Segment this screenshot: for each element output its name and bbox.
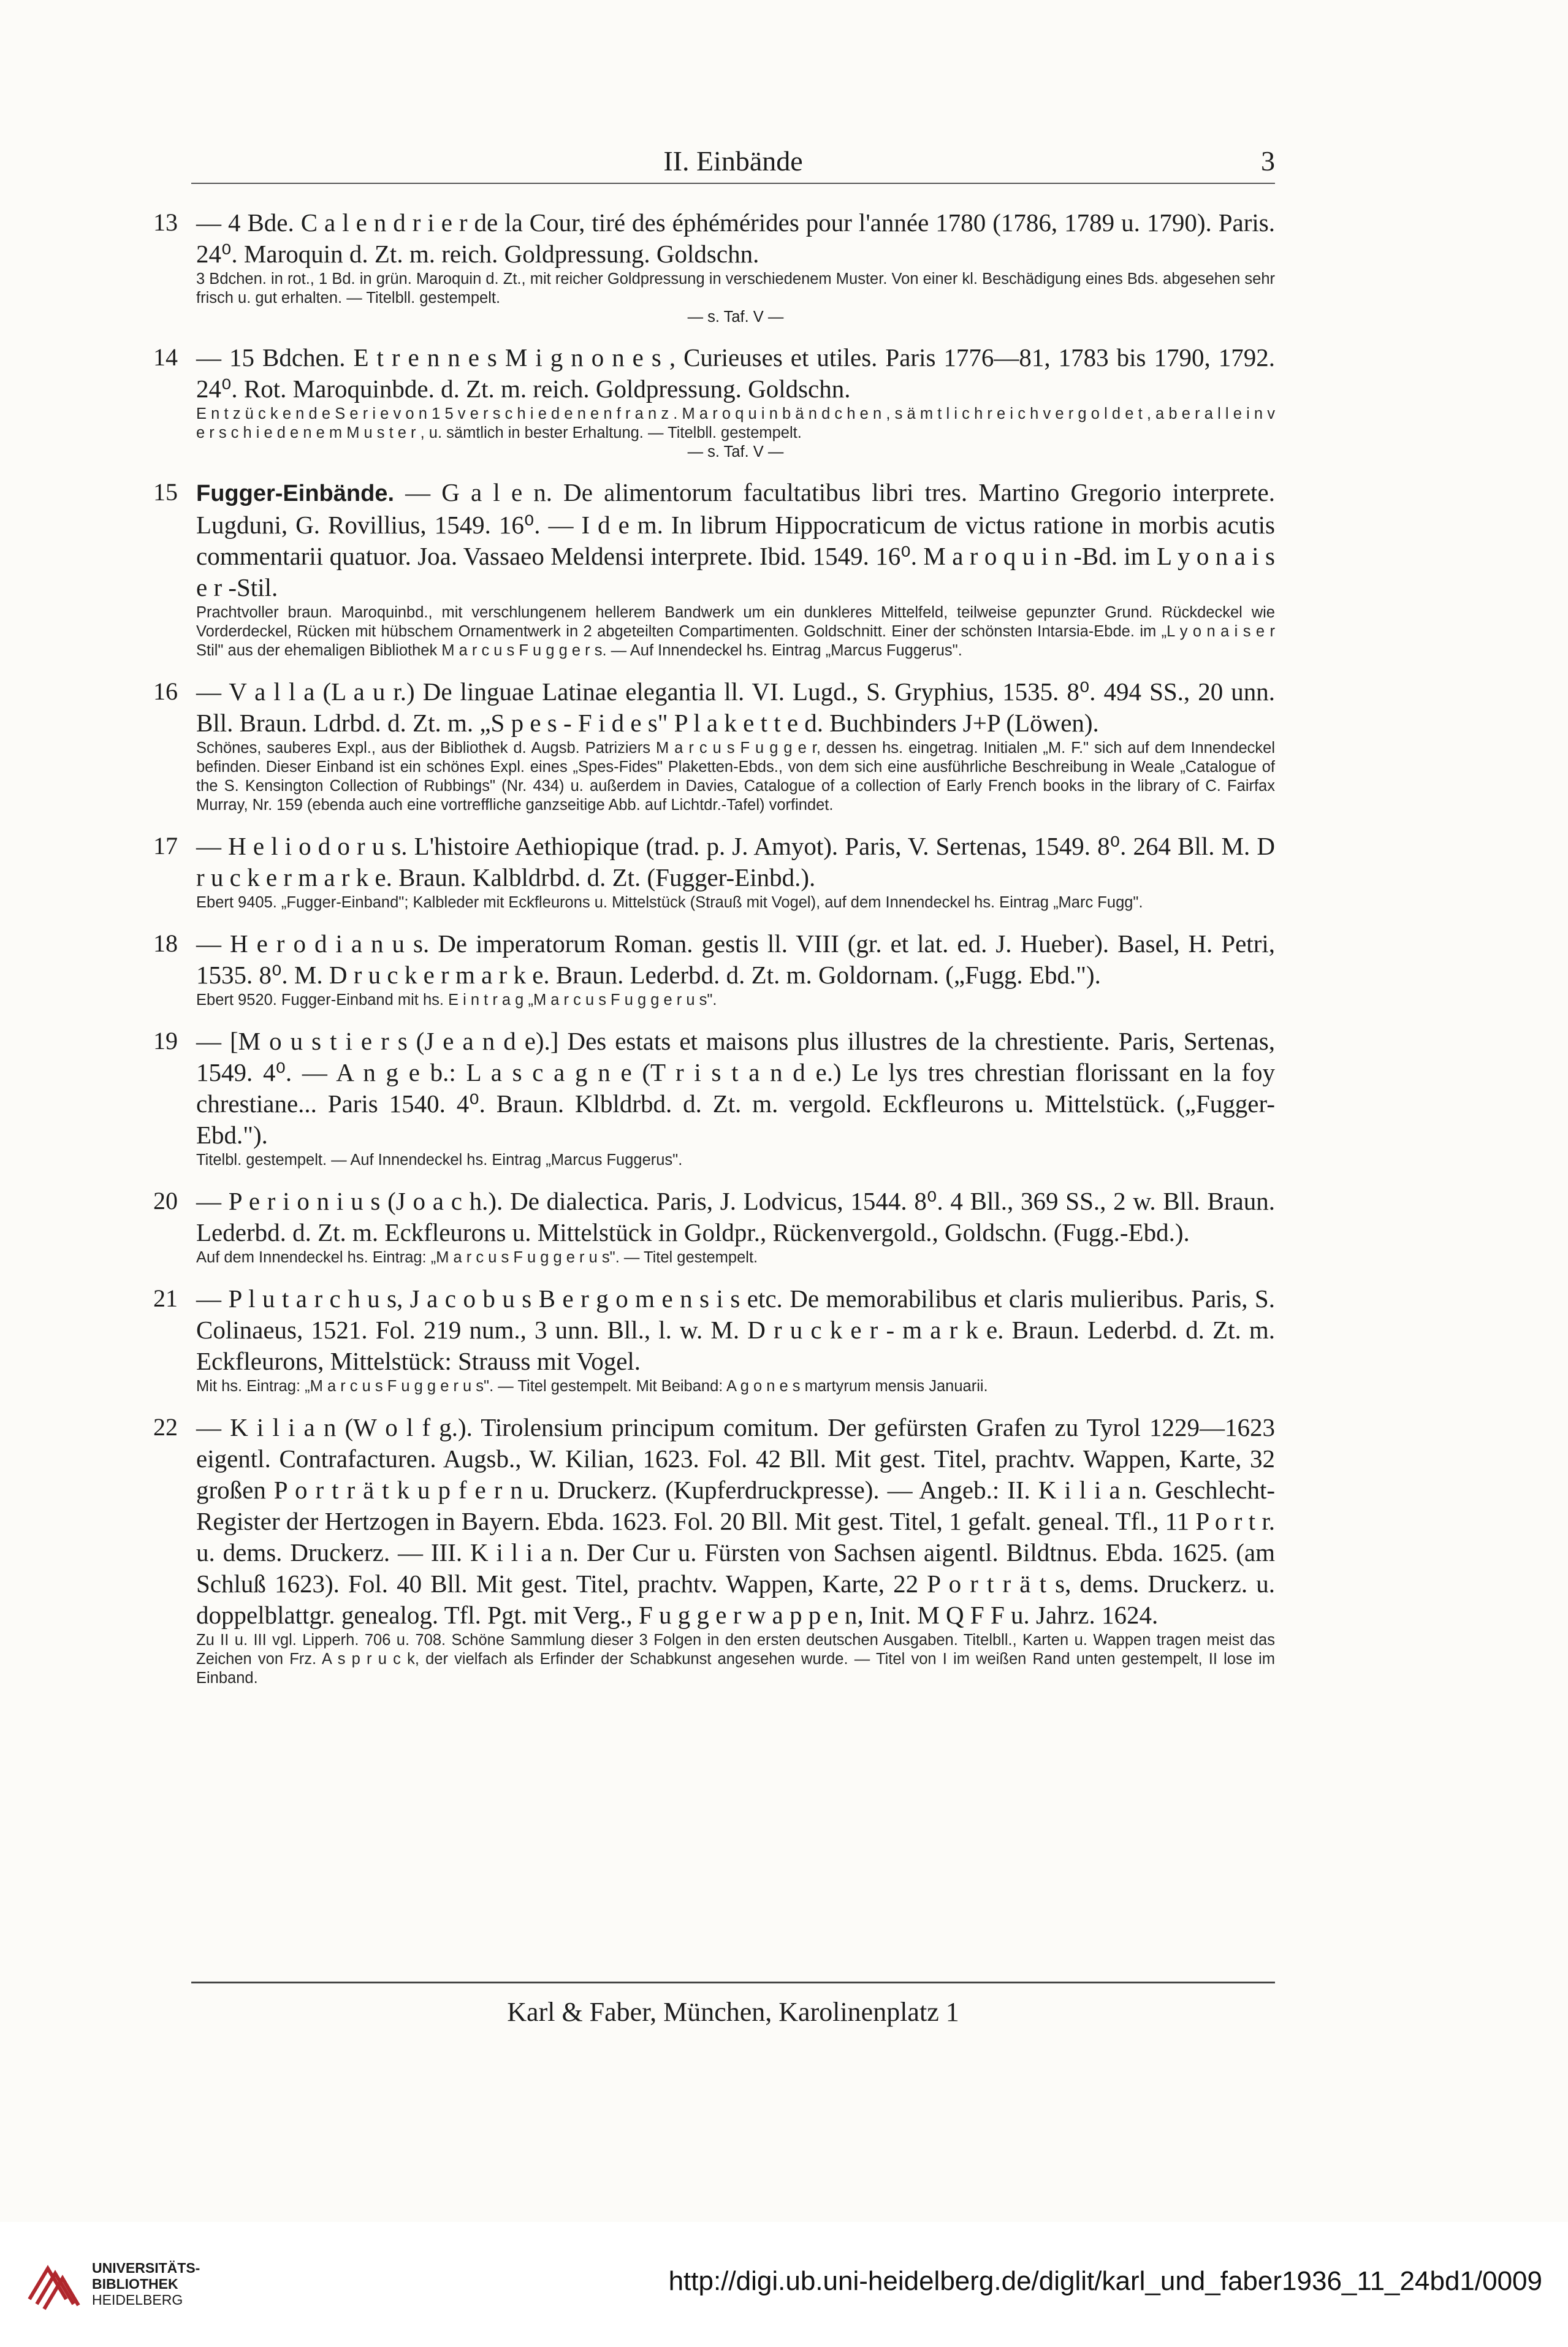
publisher-footer: Karl & Faber, München, Karolinenplatz 1	[507, 1997, 959, 2027]
entry-number: 13	[153, 208, 178, 236]
entry-text: — V a l l a (L a u r.) De linguae Latinae elegantia ll. VI. Lugd., S. Gryphius, 1535. 8⁰. 494 SS., 20 unn. Bll. Braun. Ldrbd. d. Zt. m. „S p e s - F i d e s" P l a k e t t e d. Buchbinders J+P (Löwen).	[196, 677, 1275, 737]
entry-number: 17	[153, 832, 178, 860]
section-title: II. Einbände	[663, 145, 803, 177]
plate-reference: — s. Taf. V —	[687, 308, 784, 326]
library-line-1: UNIVERSITÄTS-	[92, 2260, 200, 2276]
catalog-entry	[153, 831, 1275, 912]
entry-note: Ebert 9520. Fugger-Einband mit hs. E i n t r a g „M a r c u s F u g g e r u s".	[196, 991, 717, 1009]
library-name	[92, 2260, 200, 2308]
entry-note: Prachtvoller braun. Maroquinbd., mit verschlungenem hellerem Bandwerk um ein dunkleres Mittelfeld, teilweise gepunzter Grund. Rückdeckel wie Vorderdeckel, Rücken mit hübschem Ornamentwerk in 2 abgeteilten Compartimenten. Goldschnitt. Einer der schönsten Intarsia-Ebde. im „L y o n a i s e r Stil" aus der ehemaligen Bibliothek M a r c u s F u g g e r s. — Auf Innendeckel hs. Eintrag „Marcus Fuggerus".	[196, 604, 1275, 659]
entry-text: — 4 Bde. C a l e n d r i e r de la Cour, tiré des éphémérides pour l'année 1780 (1786, 1789 u. 1790). Paris. 24⁰. Maroquin d. Zt. m. reich. Goldpressung. Goldschn.	[196, 208, 1275, 268]
entry-number: 19	[153, 1027, 178, 1055]
entry-text: — [M o u s t i e r s (J e a n d e).] Des estats et maisons plus illustres de la chrestiente. Paris, Sertenas, 1549. 4⁰. — A n g e b.: L a s c a g n e (T r i s t a n d e.) Le lys tres chrestian florissant en la foy chrestiane... Paris 1540. 4⁰. Braun. Klbldrbd. d. Zt. m. vergold. Eckfleurons u. Mittelstück. („Fugger-Ebd.").	[196, 1027, 1275, 1149]
entry-text: — 15 Bdchen. E t r e n n e s M i g n o n e s , Curieuses et utiles. Paris 1776—81, 1783 bis 1790, 1792. 24⁰. Rot. Maroquinbde. d. Zt. m. reich. Goldpressung. Goldschn.	[196, 343, 1275, 403]
entry-note: Schönes, sauberes Expl., aus der Bibliothek d. Augsb. Patriziers M a r c u s F u g g e r, dessen hs. eingetrag. Initialen „M. F." sich auf dem Innendeckel befinden. Dieser Einband ist ein schönes Expl. eines „Spes-Fides" Plaketten-Ebds., von dem sich eine ausführliche Beschreibung in Weale „Catalogue of the S. Kensington Collection of Rubbings" (Nr. 434) u. außerdem in Davies, Catalogue of a collection of Early French books in the library of C. Fairfax Murray, Nr. 159 (ebenda auch eine vortreffliche ganzseitige Abb. auf Lichtdr.-Tafel) vorfindet.	[196, 739, 1275, 814]
entry-number: 20	[153, 1187, 178, 1215]
entry-text: — P e r i o n i u s (J o a c h.). De dialectica. Paris, J. Lodvicus, 1544. 8⁰. 4 Bll., 369 SS., 2 w. Bll. Braun. Lederbd. d. Zt. m. Eckfleurons u. Mittelstück in Goldpr., Rückenvergold., Goldschn. (Fugg.-Ebd.).	[196, 1187, 1275, 1246]
entry-text: — H e l i o d o r u s. L'histoire Aethiopique (trad. p. J. Amyot). Paris, V. Sertenas, 1549. 8⁰. 264 Bll. M. D r u c k e r m a r k e. Braun. Kalbldrbd. d. Zt. (Fugger-Einbd.).	[196, 832, 1275, 891]
entry-text: — P l u t a r c h u s, J a c o b u s B e r g o m e n s i s etc. De memorabilibus et claris mulieribus. Paris, S. Colinaeus, 1521. Fol. 219 num., 3 unn. Bll., l. w. M. D r u c k e r - m a r k e. Braun. Lederbd. d. Zt. m. Eckfleurons, Mittelstück: Strauss mit Vogel.	[196, 1284, 1275, 1375]
catalog-entry	[153, 207, 1275, 326]
catalog-entry	[153, 1026, 1275, 1170]
source-url-link[interactable]: http://digi.ub.uni-heidelberg.de/diglit/karl_und_faber1936_11_24bd1/0009	[668, 2266, 1542, 2296]
entry-number: 14	[153, 343, 178, 371]
entry-text: — K i l i a n (W o l f g.). Tirolensium principum comitum. Der gefürsten Grafen zu Tyrol 1229—1623 eigentl. Contrafacturen. Augsb., W. Kilian, 1623. Fol. 42 Bll. Mit gest. Titel, prachtv. Wappen, Karte, 32 großen P o r t r ä t k u p f e r n u. Druckerz. (Kupferdruckpresse). — Angeb.: II. K i l i a n. Geschlecht-Register der Hertzogen in Bayern. Ebda. 1623. Fol. 20 Bll. Mit gest. Titel, 1 gefalt. geneal. Tfl., 11 P o r t r. u. dems. Druckerz. — III. K i l i a n. Der Cur u. Fürsten von Sachsen aigentl. Bildtnus. Ebda. 1625. (am Schluß 1623). Fol. 40 Bll. Mit gest. Titel, prachtv. Wappen, Karte, 22 P o r t r ä t s, dems. Druckerz. u. doppelblattgr. genealog. Tfl. Pgt. mit Verg., F u g g e r w a p p e n, Init. M Q F F u. Jahrz. 1624.	[196, 1413, 1275, 1629]
page-header	[191, 145, 1275, 181]
entry-note: Zu II u. III vgl. Lipperh. 706 u. 708. Schöne Sammlung dieser 3 Folgen in den ersten deutschen Ausgaben. Titelbll., Karten u. Wappen tragen meist das Zeichen von Frz. A s p r u c k, der vielfach als Erfinder der Schabkunst angesehen wurde. — Titel von I im weißen Rand unten gestempelt, II lose im Einband.	[196, 1631, 1275, 1687]
header-rule	[191, 183, 1275, 184]
catalog-entry	[153, 1283, 1275, 1396]
entry-number: 21	[153, 1284, 178, 1312]
entry-note: Titelbl. gestempelt. — Auf Innendeckel hs. Eintrag „Marcus Fuggerus".	[196, 1151, 683, 1169]
entry-lead: Fugger-Einbände.	[196, 481, 394, 506]
catalog-entry	[153, 1186, 1275, 1267]
entry-body: — G a l e n. De alimentorum facultatibus libri tres. Martino Gregorio interprete. Lugduni, G. Rovillius, 1549. 16⁰. — I d e m. In librum Hippocraticum de victus ratione in morbis acutis commentarii quatuor. Joa. Vassaeo Meldensi interprete. Ibid. 1549. 16⁰. M a r o q u i n -Bd. im L y o n a i s e r -Stil.	[196, 478, 1275, 601]
catalog-entry	[153, 477, 1275, 660]
footer-rule	[191, 1982, 1275, 1983]
library-line-2: BIBLIOTHEK	[92, 2276, 178, 2292]
catalog-entry	[153, 1412, 1275, 1688]
plate-reference: — s. Taf. V —	[687, 443, 784, 460]
heidelberg-library-logo-icon	[23, 2256, 82, 2315]
page-number: 3	[1261, 145, 1275, 177]
entry-note: 3 Bdchen. in rot., 1 Bd. in grün. Maroquin d. Zt., mit reicher Goldpressung in verschiedenem Muster. Von einer kl. Beschädigung eines Bds. abgesehen sehr frisch u. gut erhalten. — Titelbll. gestempelt.	[196, 270, 1275, 307]
catalog-entry	[153, 342, 1275, 461]
entry-number: 22	[153, 1413, 178, 1441]
entry-number: 16	[153, 677, 178, 705]
entry-text: — H e r o d i a n u s. De imperatorum Roman. gestis ll. VIII (gr. et lat. ed. J. Hueber). Basel, H. Petri, 1535. 8⁰. M. D r u c k e r m a r k e. Braun. Lederbd. d. Zt. m. Goldornam. („Fugg. Ebd.").	[196, 929, 1275, 989]
entry-note: Auf dem Innendeckel hs. Eintrag: „M a r c u s F u g g e r u s". — Titel gestempelt.	[196, 1249, 758, 1266]
entry-text	[196, 477, 1275, 603]
entry-note: E n t z ü c k e n d e S e r i e v o n 1 5 v e r s c h i e d e n e n f r a n z . M a r o q u i n b ä n d c h e n , s ä m t l i c h r e i c h v e r g o l d e t , a b e r a l l e i n v e r s c h i e d e n e m M u s t e r , u. sämtlich in bester Erhaltung. — Titelbll. gestempelt.	[196, 405, 1275, 441]
entry-note: Mit hs. Eintrag: „M a r c u s F u g g e r u s". — Titel gestempelt. Mit Beiband: A g o n e s martyrum mensis Januarii.	[196, 1378, 988, 1395]
catalog-entries	[153, 207, 1275, 1704]
entry-number: 15	[153, 478, 178, 506]
library-line-3: HEIDELBERG	[92, 2292, 183, 2308]
entry-number: 18	[153, 929, 178, 957]
catalog-entry	[153, 928, 1275, 1010]
catalog-entry	[153, 676, 1275, 815]
entry-note: Ebert 9405. „Fugger-Einband"; Kalbleder mit Eckfleurons u. Mittelstück (Strauß mit Vogel), auf dem Innendeckel hs. Eintrag „Marc Fugg".	[196, 894, 1143, 911]
